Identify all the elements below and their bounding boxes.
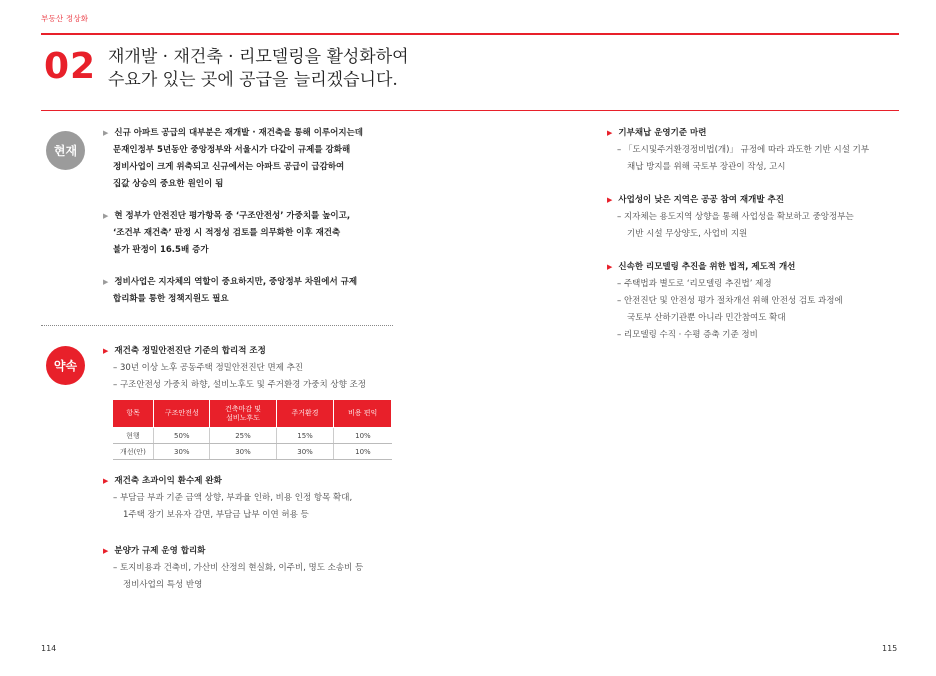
table-row	[113, 444, 392, 460]
table-header: 건축마감 및 설비노후도	[210, 400, 276, 428]
table-cell: 10%	[334, 444, 392, 460]
title-line-2: 수요가 있는 곳에 공급을 늘리겠습니다.	[108, 70, 398, 90]
table-cell: 15%	[276, 428, 334, 444]
right-item-1: ▶ 기부채납 운영기준 마련 – 「도시및주거환경정비법(개)」 규정에 따라 과도한 기반 시설 기부 채납 방지를 위해 국토부 장관이 작성, 고시	[607, 128, 870, 172]
table-cell: 현행	[113, 428, 154, 444]
promise-item-2: ▶ 재건축 초과이익 환수제 완화 – 부담금 부과 기준 금액 상향, 부과율 인하, 비용 인정 항목 확대, 1주택 장기 보유자 감면, 부담금 납부 이연 허용 등	[103, 476, 353, 520]
table-row	[113, 428, 392, 444]
table-cell: 개선(안)	[113, 444, 154, 460]
triangle-icon: ▶	[103, 347, 109, 355]
table-cell: 50%	[154, 428, 210, 444]
triangle-icon: ▶	[103, 547, 109, 555]
table-header: 항목	[113, 400, 154, 428]
right-item-3: ▶ 신속한 리모델링 추진을 위한 법적, 제도적 개선 – 주택법과 별도로 ‘리모델링 추진법’ 제정 – 안전진단 및 안전성 평가 절차개선 위해 안전성 검토 과정에 국토부 산하기관뿐 아니라 민간참여도 확대 – 리모델링 수직 · 수평 증축 기준 정비	[607, 262, 843, 340]
table-cell: 30%	[154, 444, 210, 460]
right-page-number: 115	[882, 644, 898, 653]
current-badge: 현재	[46, 131, 85, 170]
right-item-2: ▶ 사업성이 낮은 지역은 공공 참여 재개발 추진 – 지자체는 용도지역 상향을 통해 사업성을 확보하고 중앙정부는 기반 시설 무상양도, 사업비 지원	[607, 195, 854, 239]
table-header: 주거환경	[276, 400, 334, 428]
left-page-number: 114	[41, 644, 57, 653]
table-cell: 30%	[210, 444, 276, 460]
table-cell: 10%	[334, 428, 392, 444]
table-header: 구조안전성	[154, 400, 210, 428]
table-header-row	[113, 400, 392, 428]
section-label: 부동산 정상화	[41, 14, 89, 23]
table-cell: 25%	[210, 428, 276, 444]
triangle-icon: ▶	[607, 129, 613, 137]
promise-item-3: ▶ 분양가 규제 운영 합리화 – 토지비용과 건축비, 가산비 산정의 현실화, 이주비, 명도 소송비 등 정비사업의 특성 반영	[103, 546, 364, 590]
triangle-icon: ▶	[103, 129, 109, 137]
section-number: 02	[44, 46, 97, 87]
triangle-icon: ▶	[607, 263, 613, 271]
current-bullet-2: ▶ 현 정부가 안전진단 평가항목 중 ‘구조안전성’ 가중치를 높이고, ‘조건부 재건축’ 판정 시 적정성 검토를 의무화한 이후 재건축 불가 판정이 16.5배 증가	[103, 211, 351, 255]
dotted-divider	[41, 325, 393, 326]
title-divider	[41, 110, 899, 111]
title-line-1: 재개발 · 재건축 · 리모델링을 활성화하여	[108, 47, 409, 67]
page-title	[108, 46, 409, 92]
weight-table	[112, 399, 392, 460]
current-bullet-3: ▶ 정비사업은 지자체의 역할이 중요하지만, 중앙정부 차원에서 규제 합리화를 통한 정책지원도 필요	[103, 277, 358, 304]
triangle-icon: ▶	[607, 196, 613, 204]
promise-item-1: ▶ 재건축 정밀안전진단 기준의 합리적 조정 – 30년 이상 노후 공동주택 정밀안전진단 면제 추진 – 구조안전성 가중치 하향, 설비노후도 및 주거환경 가중치 상향 조정	[103, 346, 366, 390]
table-header: 비용 편익	[334, 400, 392, 428]
promise-badge: 약속	[46, 346, 85, 385]
current-bullet-1: ▶ 신규 아파트 공급의 대부분은 재개발 · 재건축을 통해 이루어지는데 문재인정부 5년동안 중앙정부와 서울시가 다같이 규제를 강화해 정비사업이 크게 위축되고 신규에서는 아파트 공급이 급감하여 집값 상승의 중요한 원인이 됨	[103, 128, 363, 189]
triangle-icon: ▶	[103, 212, 109, 220]
triangle-icon: ▶	[103, 278, 109, 286]
table-cell: 30%	[276, 444, 334, 460]
triangle-icon: ▶	[103, 477, 109, 485]
top-divider	[41, 33, 899, 35]
